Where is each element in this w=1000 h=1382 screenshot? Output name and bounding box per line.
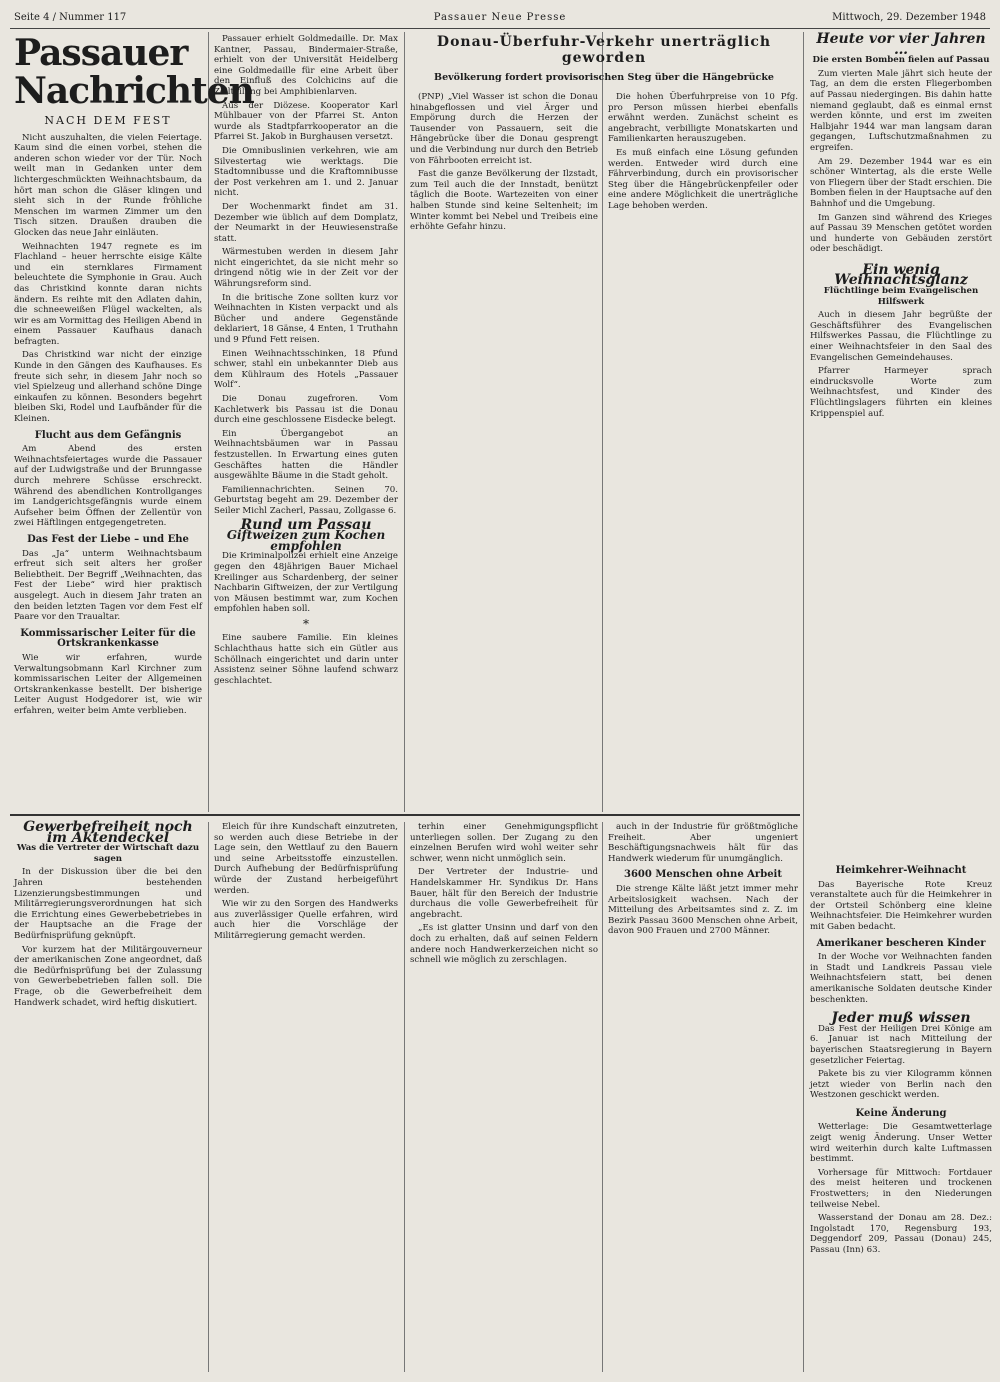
column-right <box>810 31 992 854</box>
section-subtitle: NACH DEM FEST <box>44 114 172 127</box>
paper-name: Passauer Neue Presse <box>433 12 567 23</box>
article-paragraph: Am Abend des ersten Weihnachtsfeiertages wurde die Passauer auf der Ludwigstraße und der Brunngasse durch mehrere Schüsse erschreckt. Während des abendlichen Kontrollganges im Landgerichtsgefängnis wurde einem Aufseher beim Öffnen der Zellentür von zwei Häftlingen entgegengetreten. <box>14 444 202 529</box>
article-paragraph: Vor kurzem hat der Militärgouverneur der amerikanischen Zone angeordnet, daß die Bedürfnisprüfung bei der Zulassung von Gewerbebetrieben fallen soll. Die Frage, ob die Gewerbefreiheit dem Handwerk schadet, wird heftig diskutiert. <box>14 944 202 1008</box>
article-paragraph: (PNP) „Viel Wasser ist schon die Donau hinabgeflossen und viel Ärger und Empörung durch die Herzen der Tausender von Passauern, seit die Hängebrücke über die Donau gesprengt und die Verbindung nur durch den Betrieb von Fährbooten erreicht ist. <box>410 92 598 166</box>
article-paragraph: Wie wir erfahren, wurde Verwaltungsobmann Karl Kirchner zum kommissarischen Leiter der Allgemeinen Ortskrankenkasse bestellt. Der bisherige Leiter August Hodgedorer ist, wie wir erfahren, weiter beim Amte verblieben. <box>14 652 202 716</box>
article-paragraph: Das „Ja“ unterm Weihnachtsbaum erfreut sich seit alters her großer Beliebtheit. Der Begriff „Weihnachten, das Fest der Liebe“ wird hier praktisch ausgelegt. Auch in diesem Jahr traten an den beiden letzten Tagen vor dem Fest elf Paare vor den Traualtar. <box>14 548 202 623</box>
article-paragraph: Weihnachten 1947 regnete es im Flachland – heuer herrschte eisige Kälte und ein sternklares Firmament beleuchtete die Symphonie in Grau. Auch das Christkind konnte daran nichts ändern. Es reihte mit den Adlaten dahin, die schneeweißen Flügel wackelten, als wir es am Vormittag des Heiligen Abend in einem Passauer Kaufhaus danach befragten. <box>14 241 202 347</box>
article-paragraph: Aus der Diözese. Kooperator Karl Mühlbauer von der Pfarrei St. Anton wurde als Stadtpfarrkooperator an die Pfarrei St. Jakob in Burghausen versetzt. <box>214 100 398 143</box>
article-paragraph: Der Wochenmarkt findet am 31. Dezember wie üblich auf dem Domplatz, der Neumarkt in der Heuwiesenstraße statt. <box>214 201 398 244</box>
article-paragraph: Das Bayerische Rote Kreuz veranstaltete auch für die Heimkehrer in der Ortsteil Schönberg eine kleine Weihnachtsfeier. Die Heimkehrer wurden mit Gaben bedacht. <box>810 879 992 932</box>
article-heading: Ein wenig Weihnachtsglanz <box>834 261 968 289</box>
article-paragraph: Eine saubere Familie. Ein kleines Schlachthaus hatte sich ein Gütler aus Schöllnach eingerichtet und darin unter Assistenz seiner Söhne laufend schwarz geschlachtet. <box>214 633 398 686</box>
section-masthead: Passauer Nachrichten <box>14 32 254 112</box>
article-paragraph: Einen Weihnachtsschinken, 18 Pfund schwer, stahl ein unbekannter Dieb aus dem Kühlraum des Hotels „Passauer Wolf“. <box>214 348 398 391</box>
column-rule <box>404 32 405 812</box>
article-heading: Gewerbefreiheit noch im Aktendeckel <box>23 819 193 846</box>
article-paragraph: Ein Übergangebot an Weihnachtsbäumen war in Passau festzustellen. In Erwartung eines guten Geschäftes hatten die Händler ausgewählte Bäume in die Stadt geholt. <box>214 428 398 482</box>
article-paragraph: terhin einer Genehmigungspflicht unterliegen sollen. Der Zugang zu den einzelnen Berufen wird wohl weiter sehr schwer, wenn nicht unmöglich sein. <box>410 822 598 864</box>
article-paragraph: Passauer erhielt Goldmedaille. Dr. Max Kantner, Passau, Bindermaier-Straße, erhielt von der Universität Heidelberg eine Goldmedaille für eine Arbeit über den Einfluß des Colchicins auf die Zellteilung bei Amphibienlarven. <box>214 34 398 97</box>
separator-star: * <box>303 616 309 631</box>
column-lead-article <box>410 92 598 452</box>
column-local-news <box>14 32 254 810</box>
column-rule <box>208 822 209 1372</box>
article-heading: Heimkehrer-Weihnacht <box>835 865 967 876</box>
article-paragraph: Pfarrer Harmeyer sprach eindrucksvolle Worte zum Weihnachtsfest, und Kinder des Flüchtlingslagers führten ein kleines Krippenspiel auf. <box>810 366 992 419</box>
article-paragraph: „Es ist glatter Unsinn und darf von den doch zu erhalten, daß auf seinen Feldern andere noch Handwerkerzeichen nicht so schnell wie möglich zu zerschlagen. <box>410 923 598 966</box>
article-paragraph: Pakete bis zu vier Kilogramm können jetzt wieder von Berlin nach den Westzonen geschickt werden. <box>810 1069 992 1101</box>
article-heading: Keine Änderung <box>855 1107 947 1119</box>
article-paragraph: Wie wir zu den Sorgen des Handwerks aus zuverlässiger Quelle erfahren, wird auch hier die Vorschläge der Militärregierung gemacht werden. <box>214 899 398 941</box>
article-paragraph: Fast die ganze Bevölkerung der Ilzstadt, zum Teil auch die der Innstadt, benützt täglich die Boote. Wartezeiten von einer halben Stunde sind keine Seltenheit; im Winter kommt bei Nebel und Treibeis eine erhöhte Gefahr hinzu. <box>410 169 598 233</box>
article-paragraph: Am 29. Dezember 1944 war es ein schöner Wintertag, als die erste Welle von Fliegern über der Stadt erschien. Die Bomben fielen in der Hauptsache auf den Bahnhof und die Umgebung. <box>810 156 992 209</box>
column-lead-article-cont <box>608 92 798 452</box>
article-heading: Amerikaner bescheren Kinder <box>816 937 986 949</box>
article-paragraph: Die Donau zugefroren. Vom Kachletwerk bis Passau ist die Donau durch eine geschlossene Eisdecke belegt. <box>214 394 398 426</box>
lead-headline-block <box>410 34 798 94</box>
article-heading: Das Fest der Liebe – und Ehe <box>27 533 189 545</box>
column-rule <box>803 32 804 1372</box>
article-subheading: Giftweizen zum Kochen empfohlen <box>226 528 386 553</box>
article-paragraph: Die Omnibuslinien verkehren, wie am Silvestertag wie werktags. Die Stadtomnibusse und die Kraftomnibusse der Post verkehren am 1. und 2. Januar nicht. <box>214 145 398 199</box>
page-number: Seite 4 / Nummer 117 <box>14 12 127 23</box>
article-paragraph: Wasserstand der Donau am 28. Dez.: Ingolstadt 170, Regensburg 193, Deggendorf 209, Passau (Donau) 245, Passau (Inn) 63. <box>810 1213 992 1255</box>
article-paragraph: Die strenge Kälte läßt jetzt immer mehr Arbeitslosigkeit wachsen. Nach der Mitteilung des Arbeitsamtes sind z. Z. im Bezirk Passau 3600 Menschen ohne Arbeit, davon 900 Frauen und 2700 Männer. <box>608 883 798 937</box>
article-subheading: Die ersten Bomben fielen auf Passau <box>812 55 990 66</box>
column-rule <box>404 822 405 1372</box>
article-paragraph: In der Diskussion über die bei den Jahren bestehenden Lizenzierungsbestimmungen und Militärregierungsverordnungen hat sich die Errichtung eines Gewerbebetriebes in der Hauptsache an die Frage der Bedürfnisprüfung geknüpft. <box>14 867 202 941</box>
article-paragraph: Eleich für ihre Kundschaft einzutreten, so werden auch diese Betriebe in der Lage sein, den Wettlauf zu den Bauern und seine Arbeitsstoffe einzustellen. Durch Aufhebung der Bedürfnisprüfung würde der Zustand herbeigeführt werden. <box>214 822 398 896</box>
article-paragraph: Es muß einfach eine Lösung gefunden werden. Entweder wird durch eine Fährverbindung, durch ein provisorischer Steg über die Hängebrückenpfeiler oder eine andere Möglichkeit die unerträgliche Lage behoben werden. <box>608 147 798 211</box>
column-bottom-3 <box>410 822 598 1374</box>
article-heading: Rund um Passau <box>240 516 372 533</box>
column-bottom-1 <box>14 819 202 1374</box>
lead-subheadline: Bevölkerung fordert provisorischen Steg über die Hängebrücke <box>434 72 774 83</box>
article-paragraph: auch in der Industrie für größtmögliche Freiheit. Aber ungeniert Beschäftigungsnachweis hält für das Handwerk wiederum für unumgänglich. <box>608 822 798 864</box>
article-paragraph: Wetterlage: Die Gesamtwetterlage zeigt wenig Änderung. Unser Wetter wird weiterhin durch kalte Luftmassen bestimmt. <box>810 1122 992 1165</box>
issue-date: Mittwoch, 29. Dezember 1948 <box>832 12 986 23</box>
article-subheading: Was die Vertreter der Wirtschaft dazu sagen <box>16 843 200 864</box>
article-paragraph: Das Fest der Heiligen Drei Könige am 6. Januar ist nach Mitteilung der bayerischen Staatsregierung in Bayern gesetzlicher Feiertag. <box>810 1023 992 1066</box>
article-heading: Heute vor vier Jahren … <box>816 31 986 58</box>
article-paragraph: Die hohen Überfuhrpreise von 10 Pfg. pro Person müssen hierbei ebenfalls erwähnt werden. Zunächst scheint es angebracht, verbilligte Monatskarten und Familienkarten herauszugeben. <box>608 92 798 145</box>
article-paragraph: In die britische Zone sollten kurz vor Weihnachten in Kisten verpackt und als Bücher und andere Gegenstände deklariert, 18 Gänse, 4 Enten, 1 Truthahn und 9 Pfund Fett reisen. <box>214 292 398 346</box>
article-paragraph: Vorhersage für Mittwoch: Fortdauer des meist heiteren und trockenen Frostwetters; in den Niederungen teilweise Nebel. <box>810 1167 992 1210</box>
article-paragraph: In der Woche vor Weihnachten fanden in Stadt und Landkreis Passau viele Weihnachtsfeiern statt, bei denen amerikanische Soldaten deutsche Kinder beschenkten. <box>810 952 992 1005</box>
article-paragraph: Die Kriminalpolizei erhielt eine Anzeige gegen den 48jährigen Bauer Michael Kreilinger aus Schardenberg, der seiner Nachbarin Giftweizen, der zur Vertilgung von Mäusen bestimmt war, zum Kochen empfohlen haben soll. <box>214 551 398 615</box>
article-paragraph: Wärmestuben werden in diesem Jahr nicht eingerichtet, da sie nicht mehr so dringend nötig wie in der Zeit vor der Währungsreform sind. <box>214 247 398 290</box>
column-rule <box>208 32 209 812</box>
article-subheading: Flüchtlinge beim Evangelischen Hilfswerk <box>823 286 979 307</box>
section-rule <box>10 814 800 816</box>
column-bottom-2 <box>214 822 398 1374</box>
article-paragraph: Nicht auszuhalten, die vielen Feiertage. Kaum sind die einen vorbei, stehen die anderen schon wieder vor der Tür. Noch weilt man in Gedanken unter dem lichtergeschmückten Weihnachtsbaum, da hört man schon die Gläser klingen und sieht sich in der Runde fröhliche Menschen im warmen Zimmer um den Tisch sitzen. Draußen drauben die Glocken das neue Jahr einläuten. <box>14 132 202 238</box>
article-paragraph: Zum vierten Male jährt sich heute der Tag, an dem die ersten Fliegerbomben auf Passau niedergingen. Bis dahin hatte niemand geglaubt, daß es einmal ernst werden könnte, und erst im zweiten Halbjahr 1944 war man langsam daran gegangen, Luftschutzmaßnahmen zu ergreifen. <box>810 68 992 153</box>
column-bottom-4 <box>608 822 798 1374</box>
column-rule <box>602 822 603 1372</box>
article-paragraph: Familiennachrichten. Seinen 70. Geburtstag begeht am 29. Dezember der Seiler Michl Zacherl, Passau, Zollgasse 6. <box>214 484 398 516</box>
article-paragraph: Auch in diesem Jahr begrüßte der Geschäftsführer des Evangelischen Hilfswerkes Passau, die Flüchtlinge zu einer Weihnachtsfeier in den Saal des Evangelischen Gemeindehauses. <box>810 310 992 363</box>
article-heading: Flucht aus dem Gefängnis <box>34 429 182 441</box>
lead-headline: Donau-Überfuhr-Verkehr unerträglich geworden <box>436 34 772 66</box>
article-heading: 3600 Menschen ohne Arbeit <box>624 869 782 881</box>
article-heading: Jeder muß wissen <box>831 1010 971 1027</box>
column-rule <box>602 32 603 812</box>
article-paragraph: Das Christkind war nicht der einzige Kunde in den Gängen des Kaufhauses. Es freute sich sehr, in diesem Jahr noch so viel Spielzeug und allerhand schöne Dinge einkaufen zu können. Besonders begehrt bleiben Ski, Rodel und Laufbänder für die Kleinen. <box>14 350 202 425</box>
column-bottom-right <box>810 860 992 1374</box>
column-briefs <box>214 34 398 810</box>
article-heading: Kommissarischer Leiter für die Ortskrankenkasse <box>20 627 196 650</box>
article-paragraph: Der Vertreter der Industrie- und Handelskammer Hr. Syndikus Dr. Hans Bauer, hält für den Bereich der Industrie durchaus die volle Gewerbefreiheit für angebracht. <box>410 867 598 920</box>
header-rule <box>10 28 990 29</box>
article-paragraph: Im Ganzen sind während des Krieges auf Passau 39 Menschen getötet worden und hunderte von Gebäuden zerstört oder beschädigt. <box>810 212 992 255</box>
